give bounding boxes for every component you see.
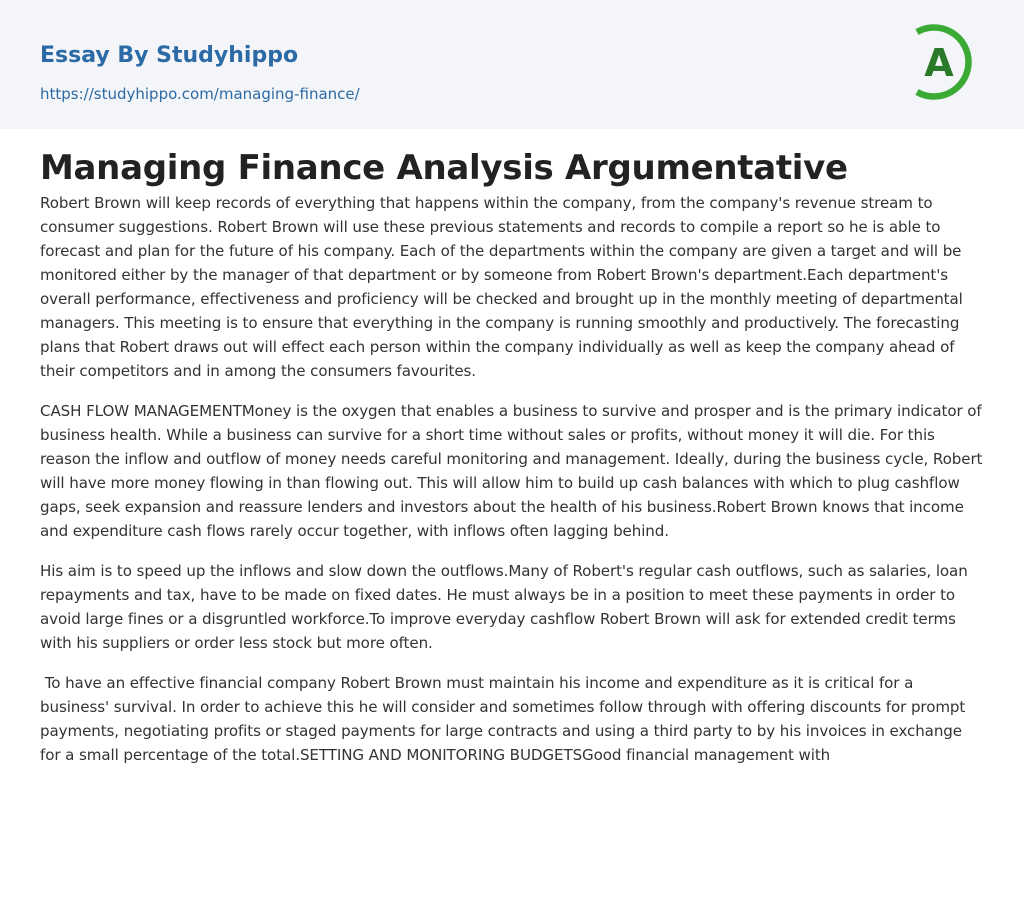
article-paragraph-4: To have an effective financial company Robert Brown must maintain his income and expenditure as it is critical for a business' survival. In order to achieve this he will consider and sometimes follow through with offering discounts for prompt payments, negotiating profits or staged payments for large contracts and using a third party to by his invoices in exchange for a small percentage of the total.SETTING AND MONITORING BUDGETSGood financial management with — [40, 674, 970, 764]
studyhippo-logo-icon[interactable] — [912, 20, 986, 104]
article — [0, 129, 1024, 767]
site-title[interactable]: Essay By Studyhippo — [40, 43, 299, 68]
logo-letter: A — [924, 41, 954, 85]
page-url-link[interactable]: https://studyhippo.com/managing-finance/ — [40, 85, 360, 103]
article-paragraph-2: CASH FLOW MANAGEMENTMoney is the oxygen that enables a business to survive and prosper and is the primary indicator of business health. While a business can survive for a short time without sales or profits, without money it will die. For this reason the inflow and outflow of money needs careful monitoring and management. Ideally, during the business cycle, Robert will have more money flowing in than flowing out. This will allow him to build up cash balances with which to plug cashflow gaps, seek expansion and reassure lenders and investors about the health of his business.Robert Brown knows that income and expenditure cash flows rarely occur together, with inflows often lagging behind. — [40, 402, 983, 540]
page-title: Managing Finance Analysis Argumentative — [40, 148, 848, 188]
article-paragraph-1: Robert Brown will keep records of everything that happens within the company, from the company's revenue stream to consumer suggestions. Robert Brown will use these previous statements and records to compile a report so he is able to forecast and plan for the future of his company. Each of the departments within the company are given a target and will be monitored either by the manager of that department or by someone from Robert Brown's department.Each department's overall performance, effectiveness and proficiency will be checked and brought up in the monthly meeting of departmental managers. This meeting is to ensure that everything in the company is running smoothly and productively. The forecasting plans that Robert draws out will effect each person within the company individually as well as keep the company ahead of their competitors and in among the consumers favourites. — [40, 194, 963, 380]
article-paragraph-3: His aim is to speed up the inflows and slow down the outflows.Many of Robert's regular cash outflows, such as salaries, loan repayments and tax, have to be made on fixed dates. He must always be in a position to meet these payments in order to avoid large fines or a disgruntled workforce.To improve everyday cashflow Robert Brown will ask for extended credit terms with his suppliers or order less stock but more often. — [40, 562, 968, 652]
site-header — [0, 0, 1024, 129]
